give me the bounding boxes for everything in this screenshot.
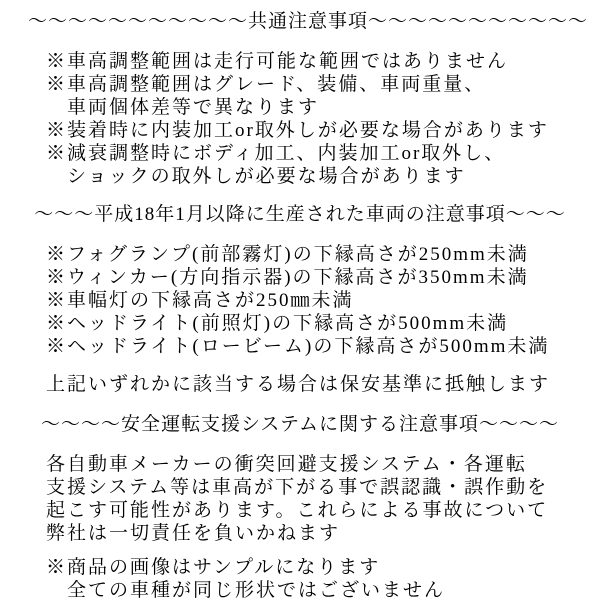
notice-line: 弊社は一切責任を負いかねます	[46, 523, 341, 544]
notice-line: 各自動車メーカーの衝突回避支援システム・各運転	[46, 454, 527, 475]
notice-line-continuation: ショックの取外しが必要な場合があります	[67, 166, 466, 187]
heading-common-notes: ～～～～～～～～～～～共通注意事項～～～～～～～～～～～	[28, 11, 589, 32]
notice-line: ※商品の画像はサンプルになります	[46, 557, 381, 578]
notice-line: ※ヘッドライト(ロービーム)の下縁高さが500mm未満	[46, 336, 550, 357]
notice-line: ※ヘッドライト(前照灯)の下縁高さが500mm未満	[46, 313, 509, 334]
section-sample-note	[46, 556, 572, 602]
notice-line: ※車高調整範囲はグレード、装備、車両重量、	[46, 74, 486, 95]
notice-line: ※車幅灯の下縁高さが250㎜未満	[46, 290, 354, 311]
section-heisei18-vehicles	[46, 243, 572, 358]
notice-line: ※装着時に内装加工or取外しが必要な場合があります	[46, 120, 549, 141]
heading-safety-system: ～～～～安全運転支援システムに関する注意事項～～～～	[40, 414, 560, 435]
notice-line: ※フォグランプ(前部霧灯)の下縁高さが250mm未満	[46, 244, 529, 265]
notice-line: 起こす可能性があります。これらによる事故について	[46, 500, 549, 521]
section-safety-system	[46, 453, 572, 545]
notice-line: ※ウィンカー(方向指示器)の下縁高さが350mm未満	[46, 267, 529, 288]
section-common-notes	[46, 50, 572, 188]
heading-heisei18-vehicles: ～～～平成18年1月以降に生産された車両の注意事項～～～	[34, 204, 566, 225]
heisei18-conclusion: 上記いずれかに該当する場合は保安基準に抵触します	[46, 374, 551, 395]
notice-line: ※車高調整範囲は走行可能な範囲ではありません	[46, 51, 509, 72]
notice-line-continuation: 全ての車種が同じ形状ではございません	[67, 580, 446, 601]
notice-line-continuation: 車両個体差等で異なります	[67, 97, 320, 118]
notice-line: 支援システム等は車高が下がる事で誤認識・誤作動を	[46, 477, 549, 498]
notice-line: ※減衰調整時にボディ加工、内装加工or取外し、	[46, 143, 506, 164]
